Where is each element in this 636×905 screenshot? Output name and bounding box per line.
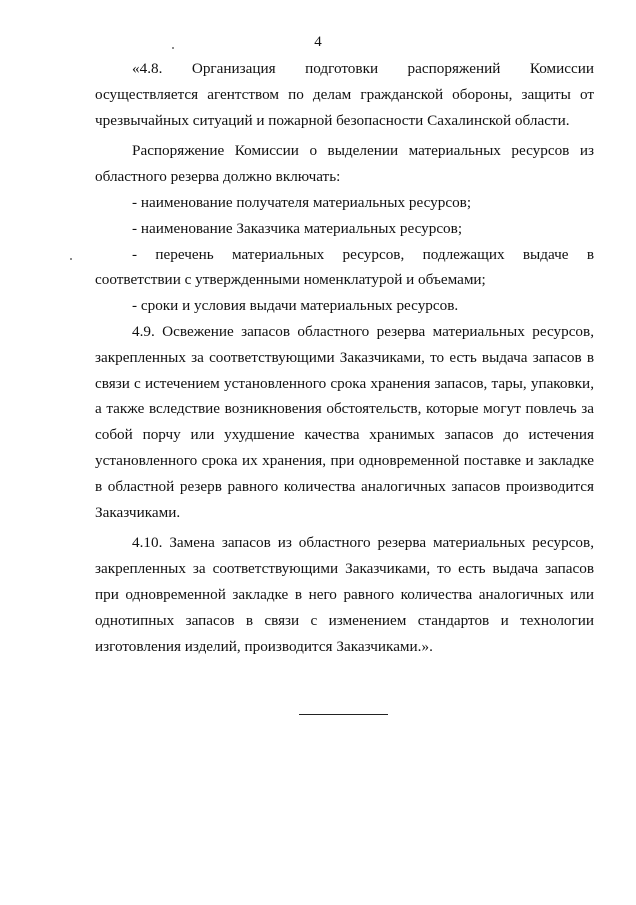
scan-speck [70,258,72,260]
scan-speck [172,47,174,49]
paragraph-4-10: 4.10. Замена запасов из областного резерва материальных ресурсов, закрепленных за соответствующими Заказчиками, то есть выдача запасов при одновременной закладке в него равного количества аналогичных или однотипных запасов в связи с изменением стандартов и технологии изготовления изделий, производится Заказчиками.». [95,534,594,655]
document-body [95,56,594,659]
list-item-terms: - сроки и условия выдачи материальных ресурсов. [132,297,459,315]
list-item-recipient: - наименование получателя материальных ресурсов; [132,193,472,211]
page-number: 4 [314,34,322,50]
paragraph-4-8: «4.8. Организация подготовки распоряжений Комиссии осуществляется агентством по делам гражданской обороны, защиты от чрезвычайных ситуаций и пожарной безопасности Сахалинской области. [95,60,594,129]
paragraph-4-9: 4.9. Освежение запасов областного резерва материальных ресурсов, закрепленных за соответствующими Заказчиками, то есть выдача запасов в связи с истечением установленного срока хранения запасов, тары, упаковки, а также вследствие возникновения обстоятельств, которые могут повлечь за собой порчу или ухудшение качества хранимых запасов до истечения установленного срока их хранения, при одновременной поставке и закладке в областной резерв равного количества аналогичных запасов производится Заказчиками. [95,322,594,521]
paragraph-order-contents: Распоряжение Комиссии о выделении материальных ресурсов из областного резерва должно включать: [95,142,594,186]
end-separator-line [299,714,388,715]
list-item-customer: - наименование Заказчика материальных ресурсов; [132,219,463,237]
list-item-resource-list: - перечень материальных ресурсов, подлежащих выдаче в соответствии с утвержденными номенклатурой и объемами; [95,245,594,289]
